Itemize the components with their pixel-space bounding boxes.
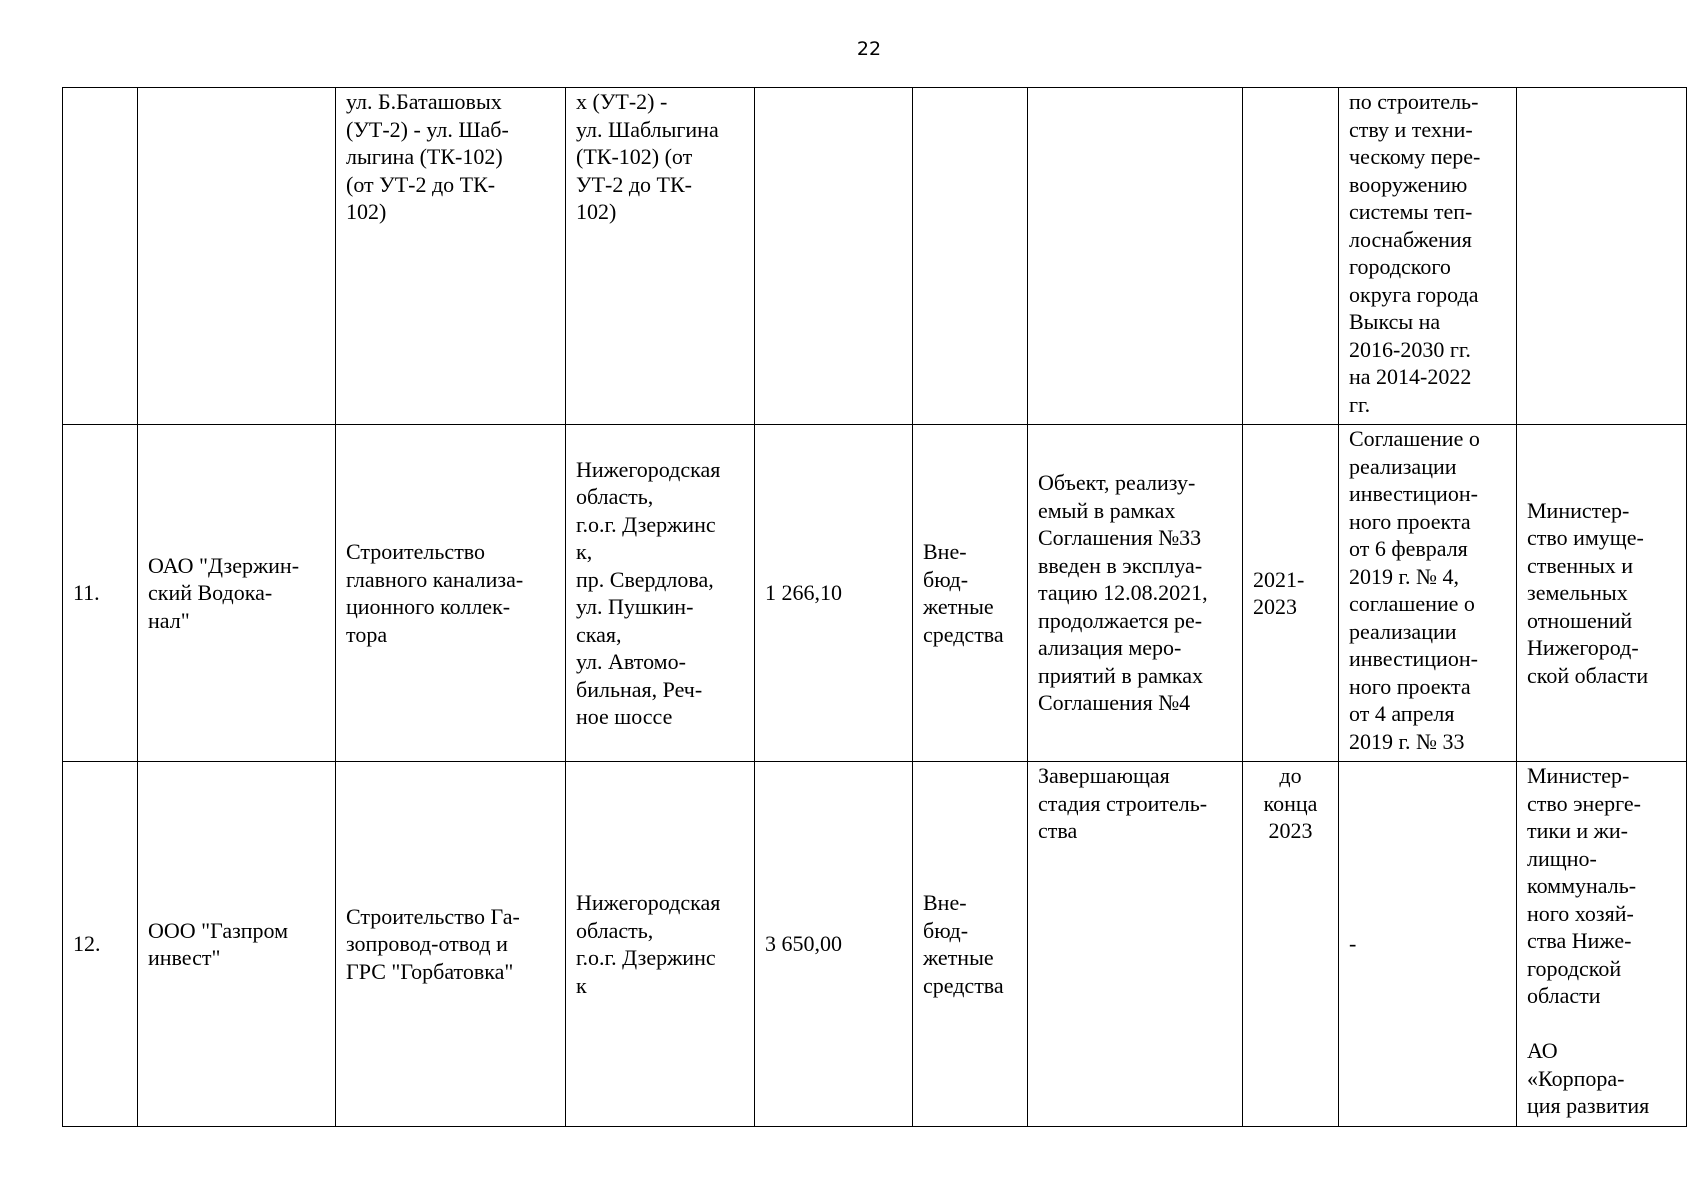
cost-cell xyxy=(755,88,913,425)
company-cell: ООО "Газпром инвест" xyxy=(138,762,336,1127)
funding-source-cell: Вне- бюд- жетные средства xyxy=(913,762,1028,1127)
location-cell: х (УТ-2) - ул. Шаблыгина (ТК-102) (от УТ-2 до ТК- 102) xyxy=(566,88,755,425)
cost-cell: 1 266,10 xyxy=(755,425,913,762)
table-row xyxy=(63,88,1687,425)
funding-source-cell: Вне- бюд- жетные средства xyxy=(913,425,1028,762)
ministry-cell: Министер- ство имуще- ственных и земельных отношений Нижегород- ской области xyxy=(1517,425,1687,762)
ministry-cell xyxy=(1517,88,1687,425)
company-cell xyxy=(138,88,336,425)
period-cell: 2021- 2023 xyxy=(1243,425,1339,762)
row-number-cell xyxy=(63,88,138,425)
location-cell: Нижегородская область, г.о.г. Дзержинс к, пр. Свердлова, ул. Пушкин- ская, ул. Автомо- бильная, Реч- ное шоссе xyxy=(566,425,755,762)
row-number-cell: 11. xyxy=(63,425,138,762)
project-name-cell: ул. Б.Баташовых (УТ-2) - ул. Шаб- лыгина (ТК-102) (от УТ-2 до ТК- 102) xyxy=(336,88,566,425)
basis-cell: - xyxy=(1339,762,1517,1127)
period-cell xyxy=(1243,88,1339,425)
projects-table xyxy=(62,87,1687,1127)
cost-cell: 3 650,00 xyxy=(755,762,913,1127)
location-cell: Нижегородская область, г.о.г. Дзержинс к xyxy=(566,762,755,1127)
funding-source-cell xyxy=(913,88,1028,425)
project-name-cell: Строительство Га- зопровод-отвод и ГРС "Горбатовка" xyxy=(336,762,566,1127)
ministry-cell: Министер- ство энерге- тики и жи- лищно- коммуналь- ного хозяй- ства Ниже- городской области АО «Корпора- ция развития xyxy=(1517,762,1687,1127)
status-cell: Объект, реализу- емый в рамках Соглашения №33 введен в эксплуа- тацию 12.08.2021, продолжается ре- ализация меро- приятий в рамках Соглашения №4 xyxy=(1028,425,1243,762)
table-row xyxy=(63,425,1687,762)
company-cell: ОАО "Дзержин- ский Водока- нал" xyxy=(138,425,336,762)
table-row xyxy=(63,762,1687,1127)
basis-cell: Соглашение о реализации инвестицион- ного проекта от 6 февраля 2019 г. № 4, соглашение о реализации инвестицион- ного проекта от 4 апреля 2019 г. № 33 xyxy=(1339,425,1517,762)
project-name-cell: Строительство главного канализа- ционного коллек- тора xyxy=(336,425,566,762)
period-cell: до конца 2023 xyxy=(1243,762,1339,1127)
row-number-cell: 12. xyxy=(63,762,138,1127)
page-number: 22 xyxy=(856,38,882,60)
status-cell: Завершающая стадия строитель- ства xyxy=(1028,762,1243,1127)
status-cell xyxy=(1028,88,1243,425)
basis-cell: по строитель- ству и техни- ческому пере- вооружению системы теп- лоснабжения городского округа города Выксы на 2016-2030 гг. на 2014-2022 гг. xyxy=(1339,88,1517,425)
